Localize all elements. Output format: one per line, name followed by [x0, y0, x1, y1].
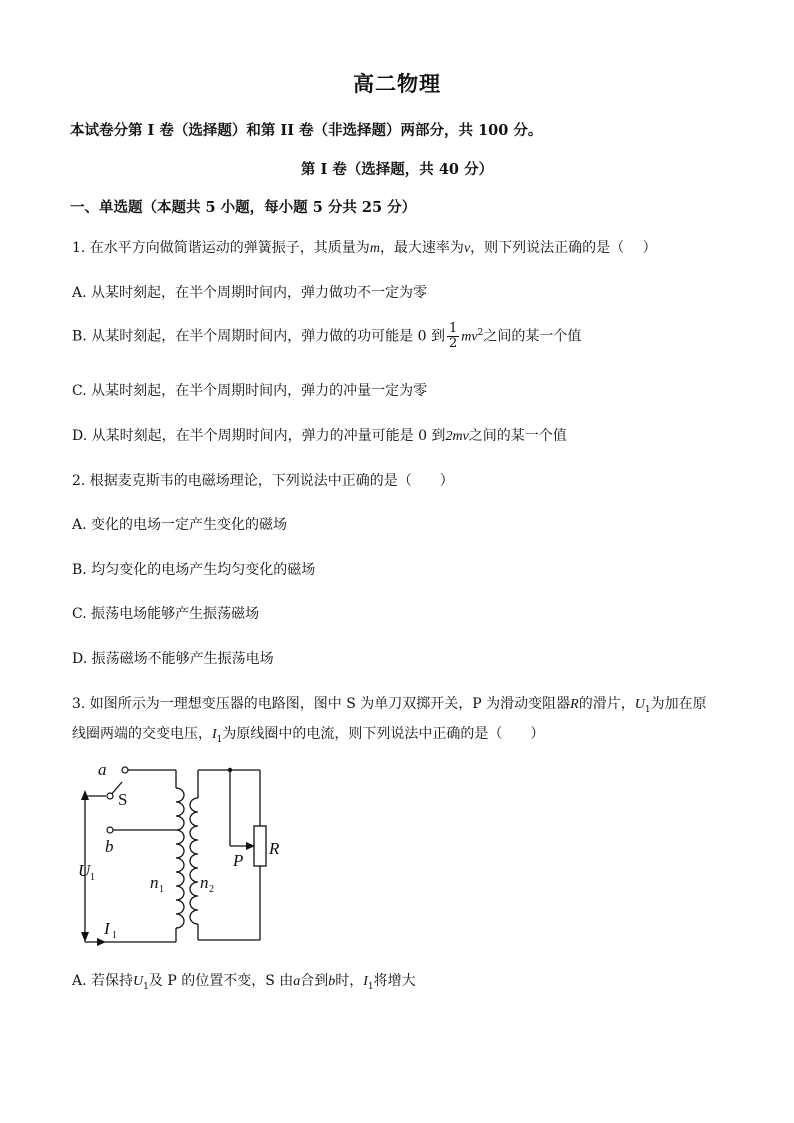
- junction-dot: [228, 768, 232, 772]
- circuit-label-n1: n: [150, 873, 159, 892]
- section1-header: 一、单选题（本题共 5 小题，每小题 5 分共 25 分）: [70, 199, 417, 216]
- fraction-one-half: $\frac{1}{2}$: [449, 321, 458, 351]
- question-3-stem-line-2: 线圈两端的交变电压，$I_1$为原线圈中的电流，则下列说法中正确的是（ ）: [72, 726, 545, 745]
- primary-coil: [176, 788, 184, 928]
- transformer-circuit-diagram: [70, 760, 300, 950]
- circuit-label-p: P: [233, 851, 244, 870]
- page-title: 高二物理: [353, 71, 441, 96]
- circuit-label-i-sub: 1: [112, 930, 117, 941]
- question-1-option-d: D. 从某时刻起，在半个周期时间内，弹力的冲量可能是 0 到2mv之间的某一个值: [72, 428, 567, 444]
- part1-header: 第 I 卷（选择题，共 40 分）: [300, 161, 494, 178]
- circuit-label-b: b: [105, 837, 114, 856]
- question-2-option-c: C. 振荡电场能够产生振荡磁场: [72, 606, 260, 622]
- voltage-arrow-down: [81, 932, 89, 942]
- terminal-s: [107, 793, 113, 799]
- circuit-label-u: U: [78, 861, 91, 880]
- circuit-label-i: I: [104, 919, 110, 938]
- question-1-stem: 1. 在水平方向做简谐运动的弹簧振子，其质量为m，最大速率为v，则下列说法正确的是（ ）: [72, 240, 657, 256]
- question-1-option-b: B. 从某时刻起，在半个周期时间内，弹力做的功可能是 0 到 $\frac{1}{2}$ $mv^2$之间的某一个值: [72, 321, 582, 351]
- circuit-label-r: R: [269, 839, 280, 858]
- circuit-label-a: a: [98, 760, 107, 779]
- question-2-option-a: A. 变化的电场一定产生变化的磁场: [72, 517, 288, 533]
- question-2-stem: 2. 根据麦克斯韦的电磁场理论，下列说法中正确的是（ ）: [72, 473, 454, 489]
- question-1-option-a: A. 从某时刻起，在半个周期时间内，弹力做功不一定为零: [72, 285, 428, 301]
- circuit-label-n1-sub: 1: [159, 884, 164, 895]
- exam-intro: 本试卷分第 I 卷（选择题）和第 II 卷（非选择题）两部分，共 100 分。: [70, 122, 543, 139]
- terminal-a: [122, 767, 128, 773]
- question-1-option-c: C. 从某时刻起，在半个周期时间内，弹力的冲量一定为零: [72, 383, 428, 399]
- terminal-b: [107, 827, 113, 833]
- voltage-arrow-up: [81, 790, 89, 800]
- question-3-option-a: A. 若保持$U_1$及 P 的位置不变，S 由a合到b时，$I_1$将增大: [72, 973, 416, 992]
- secondary-coil: [190, 798, 198, 924]
- question-2-option-d: D. 振荡磁场不能够产生振荡电场: [72, 651, 274, 667]
- circuit-label-n2: n: [200, 873, 209, 892]
- question-2-option-b: B. 均匀变化的电场产生均匀变化的磁场: [72, 562, 316, 578]
- circuit-label-s: S: [118, 790, 128, 809]
- current-arrow: [97, 938, 106, 946]
- question-3-stem-line-1: 3. 如图所示为一理想变压器的电路图，图中 S 为单刀双掷开关，P 为滑动变阻器R的滑片，$U_1$为加在原: [72, 696, 707, 715]
- rheostat-R: [254, 826, 266, 866]
- circuit-label-n2-sub: 2: [209, 884, 214, 895]
- circuit-label-u-sub: 1: [90, 872, 95, 883]
